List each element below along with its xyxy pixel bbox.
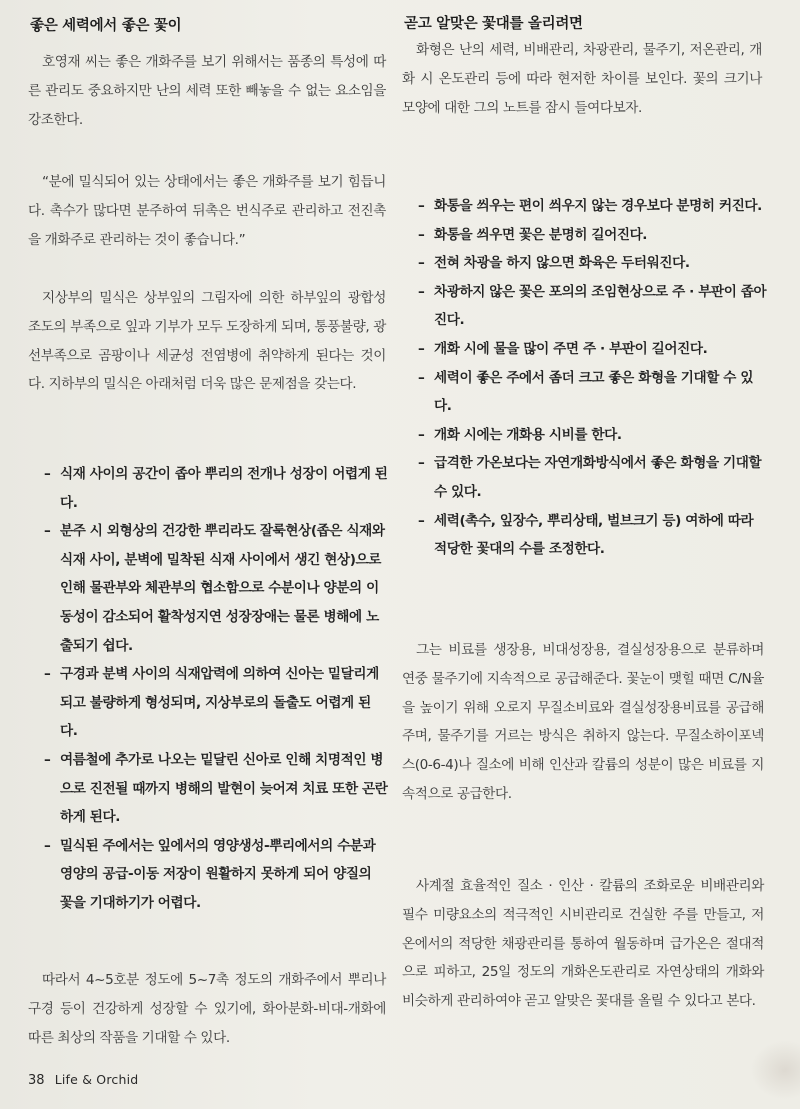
left-bullet-item: – 여름철에 추가로 나오는 밑달린 신아로 인해 치명적인 병으로 진전될 때까지 병해의 발현이 늦어져 치료 또한 곤란하게 된다. xyxy=(42,746,388,832)
quote-paragraph: “분에 밀식되어 있는 상태에서는 좋은 개화주를 보기 힘듭니다. 촉수가 많다면 분주하여 뒤촉은 번식주로 관리하고 전진촉을 개화주로 관리하는 것이 좋습니다.” xyxy=(28,174,386,248)
right-bullet-item: – 화통을 씌우면 꽃은 분명히 길어진다. xyxy=(416,221,768,250)
left-bullet-item: – 분주 시 외형상의 건강한 뿌리라도 잘룩현상(좁은 식재와 식재 사이, 분벽에 밀착된 식재 사이에서 생긴 현상)으로 인해 물관부와 체관부의 협소함으로 수분이나 양분의 이동성이 감소되어 활착성지연 성장장애는 물론 병해에 노출되기 쉽다. xyxy=(42,517,388,660)
page-number: 38 xyxy=(28,1073,45,1088)
right-bullet-item: – 급격한 가온보다는 자연개화방식에서 좋은 화형을 기대할 수 있다. xyxy=(416,449,768,506)
right-bullet-item: – 전혀 차광을 하지 않으면 화육은 두터워진다. xyxy=(416,249,768,278)
paper-shadow xyxy=(750,1040,800,1100)
section-heading-left: 좋은 세력에서 좋은 꽃이 xyxy=(30,18,182,34)
right-bullet-item: – 세력(촉수, 잎장수, 뿌리상태, 벌브크기 등) 여하에 따라 적당한 꽃대의 수를 조정한다. xyxy=(416,507,768,564)
left-bullet-item: – 구경과 분벽 사이의 식재압력에 의하여 신아는 밑달리게 되고 불량하게 형성되며, 지상부로의 돌출도 어렵게 된다. xyxy=(42,660,388,746)
magazine-name: Life & Orchid xyxy=(54,1072,139,1087)
right-bullet-item: – 개화 시에 물을 많이 주면 주 · 부판이 길어진다. xyxy=(416,335,768,364)
right-bullet-item: – 개화 시에는 개화용 시비를 한다. xyxy=(416,421,768,450)
page-footer xyxy=(28,1072,138,1088)
right-paragraph-2: 그는 비료를 생장용, 비대성장용, 결실성장용으로 분류하며 연중 물주기에 지속적으로 공급해준다. 꽃눈이 맺힐 때면 C/N율을 높이기 위해 오로지 무질소비료와 결실성장용비료를 공급해주며, 물주기를 거르는 방식은 취하지 않는다. 무질소하이포넥스(0-6-4)나 질소에 비해 인산과 칼륨의 성분이 많은 비료를 지속적으로 공급한다. xyxy=(402,642,764,802)
left-paragraph-3: 따라서 4~5호분 정도에 5~7촉 정도의 개화주에서 뿌리나 구경 등이 건강하게 성장할 수 있기에, 화아분화-비대-개화에 따른 최상의 작품을 기대할 수 있다. xyxy=(28,972,386,1046)
right-bullet-item: – 세력이 좋은 주에서 좀더 크고 좋은 화형을 기대할 수 있다. xyxy=(416,364,768,421)
left-bullet-item: – 식재 사이의 공간이 좁아 뿌리의 전개나 성장이 어렵게 된다. xyxy=(42,460,388,517)
left-paragraph-2: 지상부의 밀식은 상부잎의 그림자에 의한 하부잎의 광합성 조도의 부족으로 잎과 기부가 모두 도장하게 되며, 통풍불량, 광선부족으로 곰팡이나 세균성 전염병에 취약하게 된다는 것이다. 지하부의 밀식은 아래처럼 더욱 많은 문제점을 갖는다. xyxy=(28,290,386,393)
right-bullet-item: – 화통을 씌우는 편이 씌우지 않는 경우보다 분명히 커진다. xyxy=(416,192,768,221)
left-paragraph-1: 호영재 씨는 좋은 개화주를 보기 위해서는 품종의 특성에 따른 관리도 중요하지만 난의 세력 또한 빼놓을 수 없는 요소임을 강조한다. xyxy=(28,54,386,128)
left-bullet-list xyxy=(42,460,388,918)
right-paragraph-3: 사계절 효율적인 질소 · 인산 · 칼륨의 조화로운 비배관리와 필수 미량요소의 적극적인 시비관리로 건실한 주를 만들고, 저온에서의 적당한 채광관리를 통하여 월동하며 급가온은 절대적으로 피하고, 25일 정도의 개화온도관리로 자연상태의 개화와 비슷하게 관리하여야 곧고 알맞은 꽃대를 올릴 수 있다고 본다. xyxy=(402,878,764,1010)
right-paragraph-1: 화형은 난의 세력, 비배관리, 차광관리, 물주기, 저온관리, 개화 시 온도관리 등에 따라 현저한 차이를 보인다. 꽃의 크기나 모양에 대한 그의 노트를 잠시 들여다보자. xyxy=(402,42,762,116)
section-heading-right: 곧고 알맞은 꽃대를 올리려면 xyxy=(404,16,583,32)
right-bullet-item: – 차광하지 않은 꽃은 포의의 조임현상으로 주 · 부판이 좁아진다. xyxy=(416,278,768,335)
left-bullet-item: – 밀식된 주에서는 잎에서의 영양생성-뿌리에서의 수분과 영양의 공급-이동 저장이 원활하지 못하게 되어 양질의 꽃을 기대하기가 어렵다. xyxy=(42,832,388,918)
right-bullet-list xyxy=(416,192,768,564)
